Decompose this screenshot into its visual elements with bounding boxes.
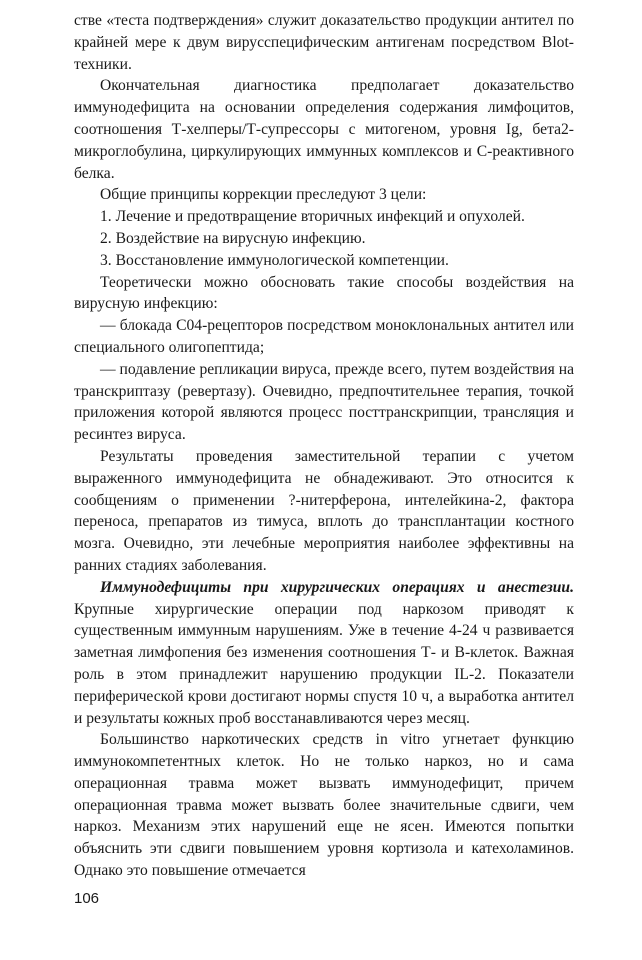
paragraph-surgery-section (74, 577, 574, 730)
section-heading: Иммунодефициты при хирургических операциях и анестезии. (100, 578, 574, 596)
dash-item-blockade: — блокада С04-рецепторов посредством моноклональных антител или специального олигопептида; (74, 317, 574, 356)
page-number: 106 (74, 890, 100, 907)
dash-item-replication: — подавление репликации вируса, прежде всего, путем воздействия на транскриптазу (ревертазу). Очевидно, предпочтительнее терапия, точкой приложения которой являются процесс посттранскрипции, трансляция и ресинтез вируса. (74, 360, 574, 444)
paragraph-continuation: стве «теста подтверждения» служит доказательство продукции антител по крайней мере к двум вирусспецифическим антигенам посредством Blot-техники. (74, 12, 574, 73)
paragraph-methods-intro: Теоретически можно обосновать такие способы воздействия на вирусную инфекцию: (74, 273, 574, 313)
paragraph-diagnosis: Окончательная диагностика предполагает доказательство иммунодефицита на основании определения содержания лимфоцитов, соотношения Т-хелперы/Т-супрессоры с митогеном, уровня Ig, бета2-микроглобулина, циркулирующих иммунных комплексов и С-реактивного белка. (74, 77, 574, 182)
section-text: Крупные хирургические операции под наркозом приводят к существенным иммунным нарушениям. Уже в течение 4-24 ч развивается заметная лимфопения без изменения соотношения Т- и В-клеток. Важная роль в этом принадлежит нарушению продукции IL-2. Показатели периферической крови достигают нормы спустя 10 ч, а выработка антител и результаты кожных проб восстанавливаются через месяц. (74, 600, 574, 727)
paragraph-anesthesia: Большинство наркотических средств in vitro угнетает функцию иммунокомпетентных клеток. Но не только наркоз, но и сама операционная травма может вызвать иммунодефицит, причем операционная травма может вызвать более значительные сдвиги, чем наркоз. Механизм этих нарушений еще не ясен. Имеются попытки объяснить эти сдвиги повышением уровня кортизола и катехоламинов. Однако это повышение отмечается (74, 731, 574, 880)
list-item-goal-2: 2. Воздействие на вирусную инфекцию. (100, 229, 366, 247)
body-text (74, 10, 574, 882)
list-item-goal-1: 1. Лечение и предотвращение вторичных инфекций и опухолей. (100, 208, 525, 226)
paragraph-correction-goals: Общие принципы коррекции преследуют 3 цели: (100, 186, 427, 204)
list-item-goal-3: 3. Восстановление иммунологической компетенции. (100, 251, 449, 269)
paragraph-replacement-therapy: Результаты проведения заместительной терапии с учетом выраженного иммунодефицита не обнадеживают. Это относится к сообщениям о применении ?-нитерферона, интелейкина-2, фактора переноса, препаратов из тимуса, вплоть до трансплантации костного мозга. Очевидно, эти лечебные мероприятия наиболее эффективны на ранних стадиях заболевания. (74, 447, 574, 574)
